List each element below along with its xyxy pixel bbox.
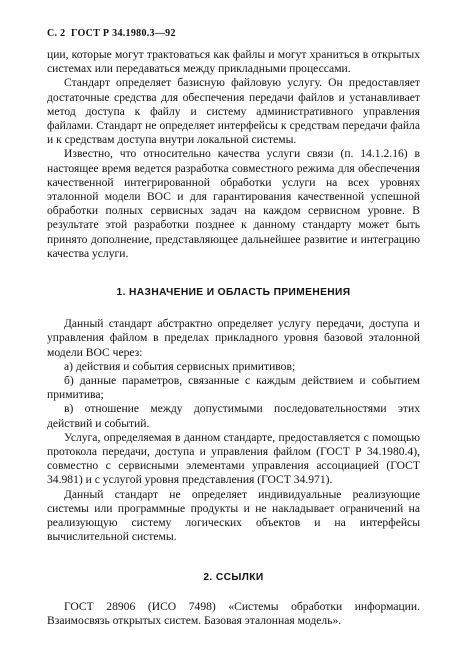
- document-body: [47, 48, 420, 628]
- running-header: [47, 28, 176, 39]
- paragraph-quality-of-service: Известно, что относительно качества услуги связи (п. 14.1.2.16) в настоящее время ведется разработка совместного режима для обеспечения качественной интегрированной обработки услуги на всех уровнях эталонной модели ВОС и для гарантирования качественной успешной обработки полных сервисных задач на каждом сервисном уровне. В результате этой разработки позднее к данному стандарту может быть принято дополнение, представляющее дальнейшее развитие и интеграцию качества услуги.: [47, 147, 420, 260]
- paragraph-basic-service: Стандарт определяет базисную файловую услугу. Он предоставляет достаточные средства для обеспечения передачи файлов и устанавливает метод доступа к файлу и систему административного управления файлами. Стандарт не определяет интерфейсы к средствам передачи файла и к средствам доступа внутри локальной системы.: [47, 76, 420, 147]
- list-item-a: а) действия и события сервисных примитивов;: [64, 359, 296, 373]
- paragraph-scope-lead: Данный стандарт абстрактно определяет услугу передачи, доступа и управления файлом в пределах прикладного уровня базовой эталонной модели ВОС через:: [47, 317, 420, 359]
- reference-entry: ГОСТ 28906 (ИСО 7498) «Системы обработки информации. Взаимосвязь открытых систем. Базовая эталонная модель».: [47, 599, 420, 627]
- list-item-c: в) отношение между допустимыми последовательностями этих действий и событий.: [47, 402, 420, 430]
- section-heading-references: 2. ССЫЛКИ: [203, 571, 264, 583]
- paragraph-implementation-scope: Данный стандарт не определяет индивидуальные реализующие системы или программные продукты и не накладывает ограничений на реализующую систему логических объектов и на интерфейсы вычислительной системы.: [47, 487, 420, 544]
- paragraph-service-provision: Услуга, определяемая в данном стандарте, предоставляется с помощью протокола передачи, доступа и управления файлом (ГОСТ Р 34.1980.4), совместно с сервисными элементами управления ассоциацией (ГОСТ 34.981) и с услугой уровня представления (ГОСТ 34.971).: [47, 430, 420, 487]
- section-heading-purpose: 1. НАЗНАЧЕНИЕ И ОБЛАСТЬ ПРИМЕНЕНИЯ: [116, 287, 351, 299]
- list-item-b: б) данные параметров, связанные с каждым действием и событием примитива;: [47, 374, 420, 402]
- paragraph-continuation: ции, которые могут трактоваться как файлы и могут храниться в открытых системах или передаваться между прикладными процессами.: [47, 48, 420, 76]
- standard-designation: ГОСТ Р 34.1980.3—92: [71, 28, 176, 39]
- page-number: С. 2: [47, 28, 66, 39]
